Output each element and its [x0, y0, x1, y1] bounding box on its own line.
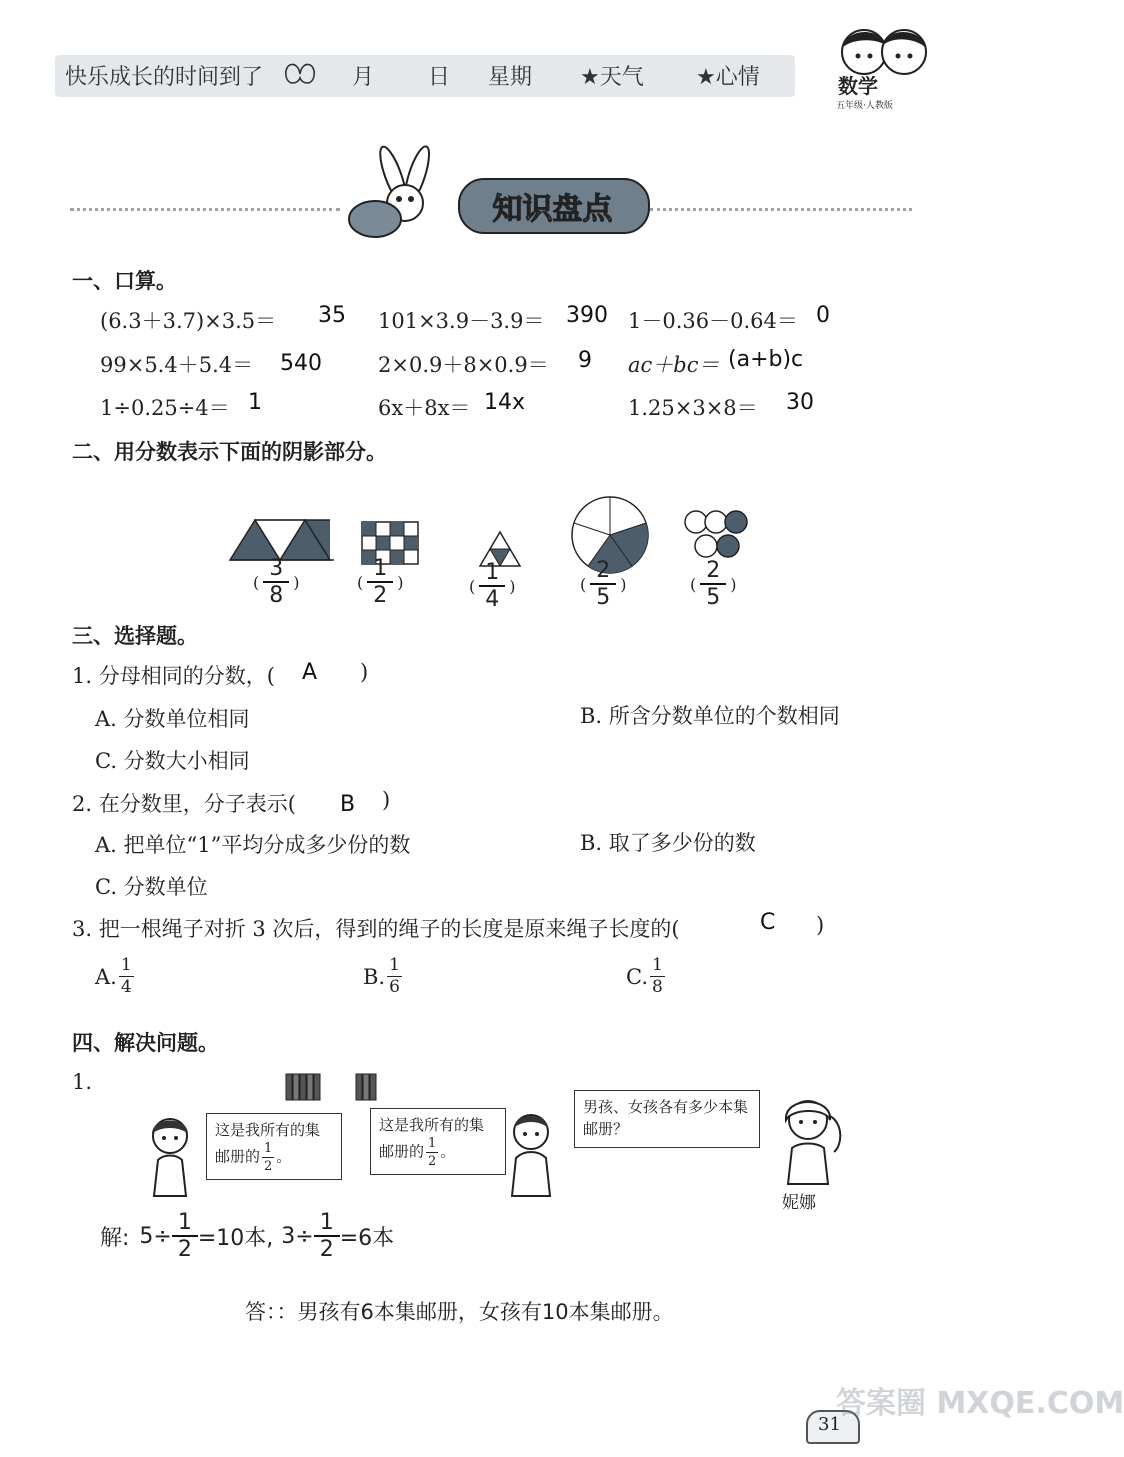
paren-open: (: [357, 573, 364, 592]
bubble-nina: 男孩、女孩各有多少本集邮册？: [574, 1090, 760, 1148]
nina-figure: [768, 1090, 848, 1186]
numerator: 1: [428, 1135, 437, 1151]
choice-q2-close: ): [382, 788, 391, 812]
bubble-girl-fraction: [262, 1142, 274, 1173]
fraction-fig1: [263, 558, 289, 607]
header-month: 月: [352, 65, 375, 90]
choice-q1-option-a: A. 分数单位相同: [95, 707, 250, 731]
choice-q2-option-c: C. 分数单位: [95, 875, 208, 899]
numerator: 1: [652, 955, 663, 975]
header-day: 日: [428, 65, 451, 90]
fraction-fig5: [700, 560, 726, 609]
solution-fraction-1: [172, 1212, 198, 1261]
header-banner: 快乐成长的时间到了: [65, 65, 264, 90]
mental-calc-q6: ac＋bc＝: [628, 353, 720, 377]
option-b-fraction: [387, 957, 402, 996]
choice-q1-option-c: C. 分数大小相同: [95, 749, 250, 773]
numerator: 1: [120, 955, 132, 975]
answer-fig4: [580, 560, 627, 609]
mental-calc-q2: 101×3.9－3.9＝: [378, 309, 545, 333]
header-mood: ★心情: [696, 65, 760, 90]
fig4-denominator: 5: [596, 585, 611, 610]
mental-calc-a9: 30: [786, 390, 814, 415]
numerator: 1: [389, 955, 400, 975]
mental-calc-a7: 1: [248, 390, 262, 415]
paren-close: ): [620, 575, 627, 594]
choice-q3-option-c: [626, 957, 667, 996]
solution-result-1: =10本,: [197, 1226, 274, 1251]
solution-line: [100, 1212, 394, 1261]
paren-open: (: [469, 577, 476, 596]
option-c-label: C.: [626, 964, 648, 989]
books-icon-girl: [284, 1070, 324, 1102]
solution-label: 解:: [100, 1226, 130, 1251]
denominator: 4: [120, 977, 132, 997]
mental-calc-q3: 1－0.36－0.64＝: [628, 309, 798, 333]
bubble-boy: [370, 1108, 506, 1175]
choice-q2-stem: 2. 在分数里，分子表示(: [72, 792, 296, 816]
paren-close: ): [509, 577, 516, 596]
section2-heading: 二、用分数表示下面的阴影部分。: [72, 440, 387, 464]
choice-q2-answer: B: [340, 792, 356, 817]
choice-q3-option-b: [363, 957, 404, 996]
mental-calc-q4: 99×5.4＋5.4＝: [100, 353, 254, 377]
bubble-girl: [206, 1113, 342, 1180]
solution-expr-1: 5÷: [139, 1224, 172, 1249]
girl-figure: [140, 1112, 200, 1198]
choice-q3-option-a: [95, 957, 136, 996]
fig5-denominator: 5: [706, 585, 721, 610]
choice-q1-close: ): [360, 660, 369, 684]
fig2-denominator: 2: [373, 583, 388, 608]
option-a-fraction: [119, 957, 134, 996]
section4-heading: 四、解决问题。: [72, 1031, 219, 1055]
butterfly-icon: [282, 56, 318, 90]
mental-calc-q5: 2×0.9＋8×0.9＝: [378, 353, 549, 377]
paren-open: (: [580, 575, 587, 594]
bubble-boy-fraction: [426, 1137, 438, 1168]
numerator: 1: [172, 1212, 198, 1237]
section3-heading: 三、选择题。: [72, 624, 198, 648]
fig1-numerator: 3: [263, 558, 289, 583]
bubble-boy-text: 这是我所有的集邮册的: [379, 1116, 485, 1161]
numerator: 1: [264, 1140, 273, 1156]
denominator: 2: [428, 1153, 437, 1169]
bubble-boy-suffix: 。: [440, 1142, 456, 1161]
books-icon-boy: [354, 1070, 380, 1102]
choice-q1-answer: A: [302, 660, 318, 685]
fig1-denominator: 8: [269, 583, 284, 608]
problem-1-label: 1.: [72, 1070, 93, 1094]
option-a-label: A.: [95, 964, 117, 989]
choice-q1-option-b: B. 所含分数单位的个数相同: [580, 704, 840, 728]
denominator: 2: [319, 1237, 334, 1262]
denominator: 8: [652, 977, 663, 997]
denominator: 2: [177, 1237, 192, 1262]
nina-name-label: 妮娜: [782, 1193, 816, 1213]
paren-close: ): [397, 573, 404, 592]
section1-heading: 一、口算。: [72, 269, 177, 293]
mental-calc-a3: 0: [816, 303, 830, 328]
mental-calc-a8: 14x: [484, 390, 526, 415]
paren-close: ): [730, 575, 737, 594]
fig5-numerator: 2: [700, 560, 726, 585]
boy-figure: [500, 1108, 562, 1198]
answer-fig1: [253, 558, 300, 607]
choice-q1-stem: 1. 分母相同的分数，(: [72, 664, 275, 688]
solution-result-2: =6本: [339, 1226, 395, 1251]
fig3-numerator: 1: [479, 562, 505, 587]
answer-fig2: [357, 558, 404, 607]
fig3-denominator: 4: [485, 587, 500, 612]
title-divider-right: [650, 208, 912, 211]
fig4-numerator: 2: [590, 560, 616, 585]
option-b-label: B.: [363, 964, 386, 989]
paren-close: ): [293, 573, 300, 592]
bubble-girl-suffix: 。: [276, 1147, 292, 1166]
paren-open: (: [690, 575, 697, 594]
choice-q3-stem: 3. 把一根绳子对折 3 次后，得到的绳子的长度是原来绳子长度的(: [72, 917, 680, 941]
mental-calc-a1: 35: [318, 303, 346, 328]
title-divider-left: [70, 208, 340, 211]
fraction-fig4: [590, 560, 616, 609]
solution-expr-2: 3÷: [281, 1224, 314, 1249]
solution-fraction-2: [314, 1212, 340, 1261]
header-weekday: 星期: [488, 65, 533, 90]
fraction-fig3: [479, 562, 505, 611]
mental-calc-a5: 9: [578, 348, 592, 373]
option-c-fraction: [650, 957, 665, 996]
header-weather: ★天气: [580, 65, 644, 90]
mental-calc-q7: 1÷0.25÷4＝: [100, 396, 230, 420]
answer-fig5: [690, 560, 737, 609]
choice-q3-answer: C: [760, 910, 776, 935]
fig2-numerator: 1: [367, 558, 393, 583]
rabbit-mascot-icon: [345, 135, 465, 245]
mental-calc-a2: 390: [566, 303, 608, 328]
choice-q3-close: ): [816, 913, 825, 937]
page-title: 知识盘点: [492, 192, 613, 227]
paren-open: (: [253, 573, 260, 592]
answer-fig3: [469, 562, 516, 611]
mental-calc-a6: (a+b)c: [728, 347, 804, 372]
denominator: 2: [264, 1158, 273, 1174]
fraction-fig2: [367, 558, 393, 607]
choice-q2-option-a: A. 把单位“1”平均分成多少份的数: [95, 833, 411, 857]
grade-label: 五年级·人教版: [836, 101, 893, 111]
mental-calc-q1: (6.3＋3.7)×3.5＝: [100, 309, 277, 333]
bubble-girl-text: 这是我所有的集邮册的: [215, 1121, 321, 1166]
final-answer: 答：：男孩有6本集邮册，女孩有10本集邮册。: [245, 1300, 674, 1324]
mental-calc-q9: 1.25×3×8＝: [628, 396, 758, 420]
mental-calc-a4: 540: [280, 351, 322, 376]
numerator: 1: [314, 1212, 340, 1237]
page-number: 31: [818, 1414, 841, 1435]
choice-q2-option-b: B. 取了多少份的数: [580, 831, 756, 855]
watermark: 答案圈 MXQE.COM: [836, 1386, 1124, 1421]
mental-calc-q8: 6x＋8x＝: [378, 396, 471, 420]
subject-label: 数学: [838, 74, 878, 98]
denominator: 6: [389, 977, 400, 997]
